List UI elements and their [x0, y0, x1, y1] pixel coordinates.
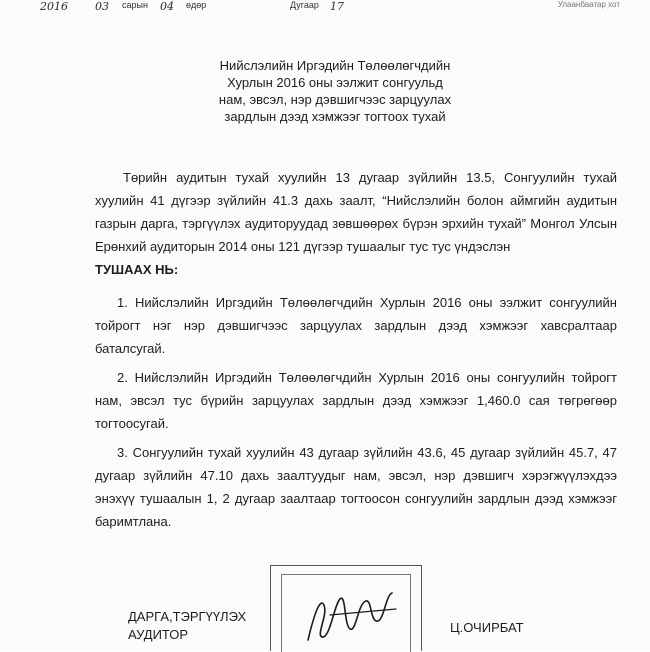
title-line: Хурлын 2016 оны ээлжит сонгуульд	[227, 75, 443, 90]
place-label: Улаанбаатар хот	[557, 0, 620, 9]
title-line: зардлын дээд хэмжээг тогтоох тухай	[224, 109, 446, 124]
preamble-paragraph: Төрийн аудитын тухай хуулийн 13 дугаар зүйлийн 13.5, Сонгуулийн тухай хуулийн 41 дүгээр зүйлийн 41.3 дахь заалт, “Нийслэлийн болон аймгийн аудитын газрын дарга, тэргүүлэх аудиторуудад зөвшөөрөх бүрэн эрхийн тухай” Монгол Улсын Ерөнхий аудиторын 2014 оны 121 дүгээр тушаалыг тус тус үндэслэн	[95, 170, 617, 254]
signatory-title-line1: ДАРГА,ТЭРГҮҮЛЭХ	[128, 609, 247, 624]
date-month: 03	[95, 0, 109, 13]
signatory-title	[128, 608, 246, 644]
document-number: 17	[330, 0, 344, 13]
document-body	[95, 166, 617, 533]
number-label: Дугаар	[290, 0, 319, 10]
order-item-1: 1. Нийслэлийн Иргэдийн Төлөөлөгчдийн Хурлын 2016 оны ээлжит сонгуулийн тойрогт нэг нэр дэвшигчээс зарцуулах зардлын дээд хэмжээг хавсралтаар баталсугай.	[95, 295, 617, 356]
date-year: 2016	[40, 0, 68, 13]
day-label: өдөр	[186, 0, 207, 10]
signatory-name: Ц.ОЧИРБАТ	[450, 620, 524, 635]
document-title	[150, 57, 520, 125]
handwritten-signature	[300, 585, 410, 650]
date-day: 04	[160, 0, 174, 13]
title-line: нам, эвсэл, нэр дэвшигчээс зарцуулах	[218, 92, 452, 107]
document-header	[40, 0, 460, 14]
order-item-3: 3. Сонгуулийн тухай хуулийн 43 дугаар зүйлийн 43.6, 45 дугаар зүйлийн 45.7, 47 дугаар зүйлийн 47.10 дахь заалтуудыг нам, эвсэл, нэр дэвшигч хэрэгжүүлэхдээ энэхүү тушаалын 1, 2 дугаар заалтаар тогтоосон сонгуулийн зардлын дээд хэмжээг баримтлана.	[95, 445, 617, 529]
signatory-title-line2: АУДИТОР	[128, 627, 189, 642]
month-label: сарын	[122, 0, 148, 10]
order-item-2: 2. Нийслэлийн Иргэдийн Төлөөлөгчдийн Хурлын 2016 оны сонгуулийн тойрогт нам, эвсэл тус бүрийн зарцуулах зардлын дээд хэмжээг 1,460.0 сая төгрөгөөр тогтоосугай.	[95, 370, 617, 431]
order-heading: ТУШААХ НЬ:	[95, 262, 179, 277]
title-line: Нийслэлийн Иргэдийн Төлөөлөгчдийн	[219, 58, 451, 73]
